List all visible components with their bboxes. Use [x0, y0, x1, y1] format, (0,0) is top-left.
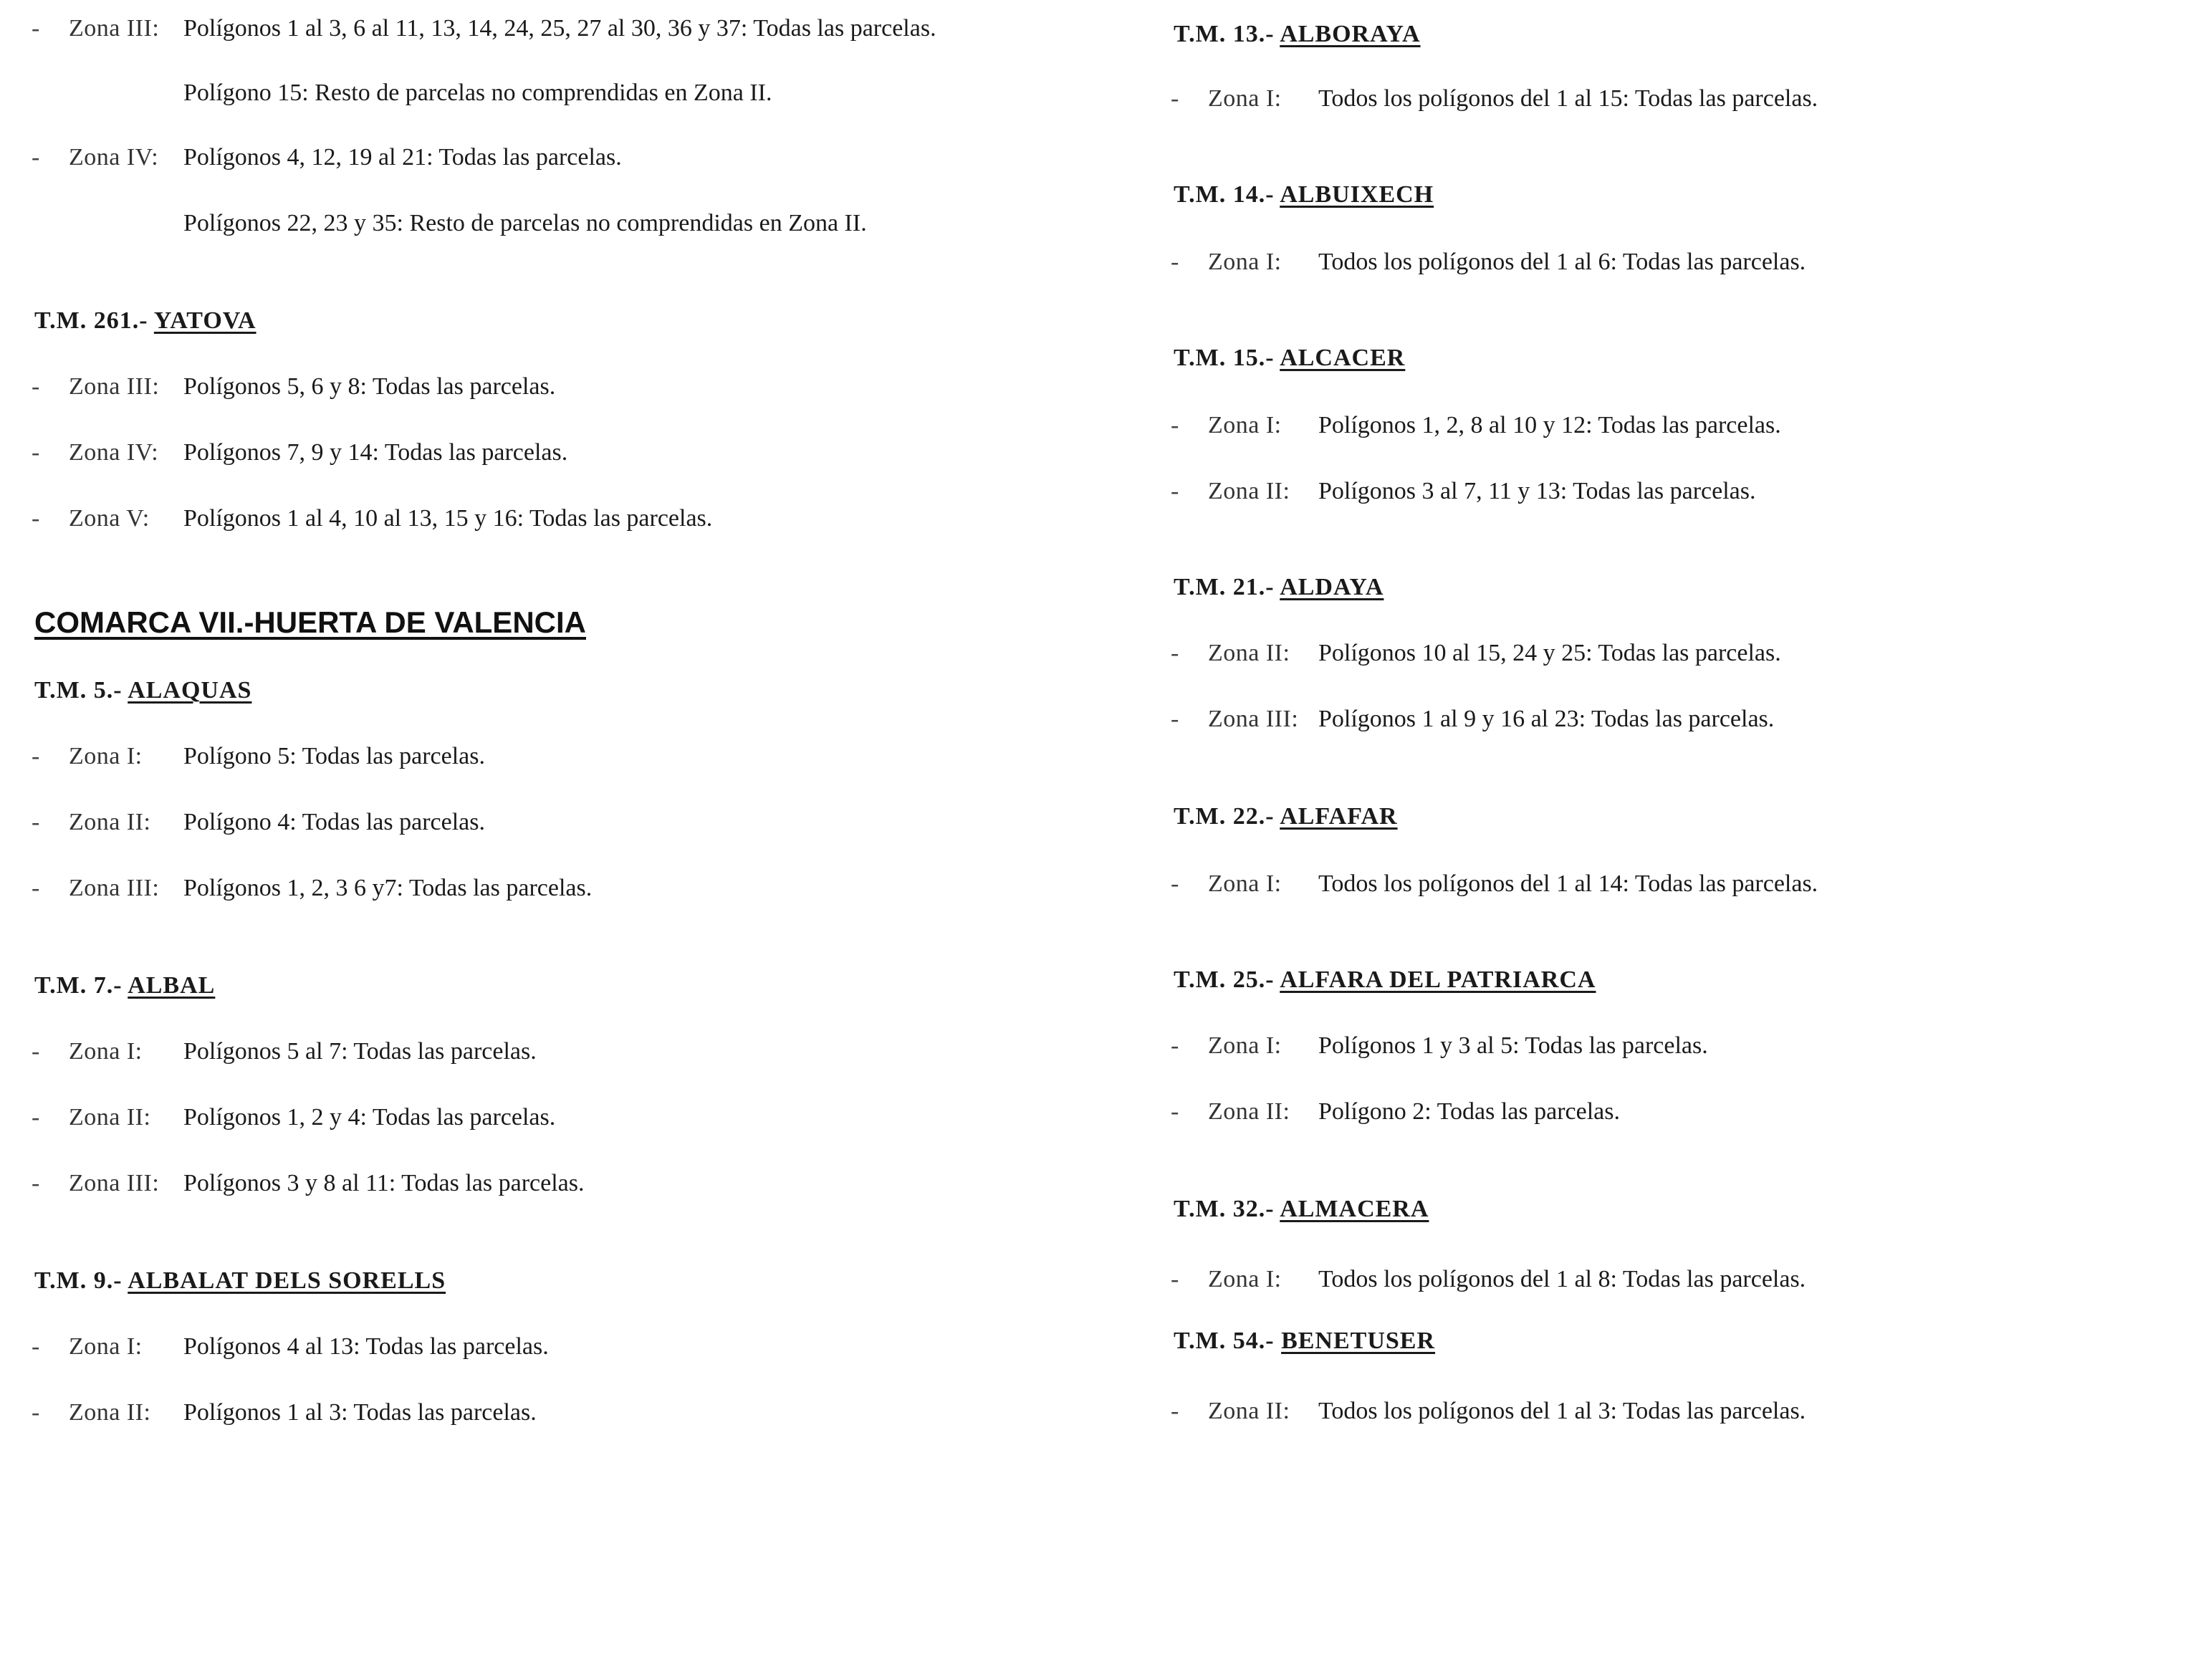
list-dash: -: [1171, 85, 1179, 112]
list-dash: -: [1171, 412, 1179, 438]
municipality-name: ALAQUAS: [128, 677, 252, 704]
municipality-code: T.M. 14.-: [1174, 181, 1275, 208]
zone-description: Polígonos 5 al 7: Todas las parcelas.: [183, 1038, 537, 1065]
zone-description: Polígonos 5, 6 y 8: Todas las parcelas.: [183, 373, 556, 400]
municipality-code: T.M. 7.-: [34, 972, 123, 999]
zone-label: Zona I:: [69, 1333, 143, 1360]
zone-label: Zona III:: [69, 15, 160, 42]
zone-description: Polígonos 1, 2, 8 al 10 y 12: Todas las parcelas.: [1318, 412, 1781, 438]
municipality-heading: [1174, 966, 1596, 994]
list-dash: -: [32, 505, 40, 532]
zone-label: Zona II:: [69, 1399, 151, 1426]
municipality-heading: [1174, 802, 1398, 831]
list-dash: -: [1171, 1398, 1179, 1424]
list-dash: -: [1171, 1032, 1179, 1059]
zone-label: Zona II:: [1208, 1398, 1290, 1424]
municipality-name: ALFARA DEL PATRIARCA: [1280, 966, 1596, 993]
list-dash: -: [32, 373, 40, 400]
list-dash: -: [32, 1038, 40, 1065]
municipality-code: T.M. 261.-: [34, 307, 148, 334]
municipality-code: T.M. 21.-: [1174, 574, 1275, 600]
list-dash: -: [32, 1399, 40, 1426]
zone-description: Polígonos 3 al 7, 11 y 13: Todas las parcelas.: [1318, 478, 1756, 504]
list-dash: -: [32, 1104, 40, 1131]
municipality-code: T.M. 25.-: [1174, 966, 1275, 993]
municipality-code: T.M. 9.-: [34, 1267, 123, 1294]
zone-description: Todos los polígonos del 1 al 6: Todas las parcelas.: [1318, 249, 1806, 275]
municipality-heading: [1174, 1195, 1429, 1224]
municipality-name: ALFAFAR: [1280, 803, 1398, 830]
zone-description: Polígonos 10 al 15, 24 y 25: Todas las parcelas.: [1318, 640, 1781, 666]
zone-label: Zona I:: [1208, 1032, 1282, 1059]
municipality-name: YATOVA: [153, 307, 256, 334]
municipality-name: BENETUSER: [1281, 1328, 1436, 1354]
zone-description: Polígonos 7, 9 y 14: Todas las parcelas.: [183, 439, 568, 466]
list-dash: -: [32, 809, 40, 835]
municipality-heading: [34, 676, 251, 705]
zone-description: Todos los polígonos del 1 al 3: Todas las parcelas.: [1318, 1398, 1806, 1424]
municipality-name: ALBUIXECH: [1280, 181, 1434, 208]
list-dash: -: [1171, 1266, 1179, 1292]
list-dash: -: [32, 743, 40, 769]
zone-description: Polígonos 4, 12, 19 al 21: Todas las parcelas.: [183, 144, 622, 171]
list-dash: -: [1171, 1098, 1179, 1125]
zone-label: Zona II:: [69, 809, 151, 835]
list-dash: -: [1171, 249, 1179, 275]
zone-label: Zona I:: [69, 1038, 143, 1065]
list-dash: -: [1171, 478, 1179, 504]
municipality-heading: [1174, 344, 1405, 373]
zone-label: Zona I:: [1208, 412, 1282, 438]
municipality-code: T.M. 22.-: [1174, 803, 1275, 830]
municipality-name: ALMACERA: [1280, 1196, 1429, 1222]
municipality-heading: [34, 307, 256, 335]
municipality-heading: [1174, 181, 1434, 209]
municipality-code: T.M. 13.-: [1174, 21, 1275, 47]
zone-description: Polígonos 1 al 3: Todas las parcelas.: [183, 1399, 537, 1426]
zone-label: Zona I:: [1208, 85, 1282, 112]
zone-description: Polígonos 1 al 3, 6 al 11, 13, 14, 24, 25, 27 al 30, 36 y 37: Todas las parcelas.: [183, 15, 936, 42]
zone-description: Polígono 2: Todas las parcelas.: [1318, 1098, 1620, 1125]
zone-label: Zona I:: [69, 743, 143, 769]
zone-label: Zona II:: [69, 1104, 151, 1131]
municipality-name: ALBORAYA: [1280, 21, 1421, 47]
list-dash: -: [32, 1333, 40, 1360]
zone-label: Zona I:: [1208, 249, 1282, 275]
municipality-code: T.M. 5.-: [34, 677, 123, 704]
zone-description: Polígono 4: Todas las parcelas.: [183, 809, 485, 835]
zone-description: Polígonos 1, 2, 3 6 y7: Todas las parcelas.: [183, 875, 593, 901]
zone-description: Polígonos 1 y 3 al 5: Todas las parcelas.: [1318, 1032, 1708, 1059]
zone-label: Zona II:: [1208, 640, 1290, 666]
list-dash: -: [32, 15, 40, 42]
zone-description: Polígonos 1 al 9 y 16 al 23: Todas las parcelas.: [1318, 706, 1775, 732]
zone-description: Todos los polígonos del 1 al 8: Todas las parcelas.: [1318, 1266, 1806, 1292]
municipality-code: T.M. 15.-: [1174, 345, 1275, 371]
zone-continuation: Polígonos 22, 23 y 35: Resto de parcelas no comprendidas en Zona II.: [183, 210, 867, 236]
municipality-heading: [1174, 1327, 1435, 1355]
zone-label: Zona IV:: [69, 439, 159, 466]
list-dash: -: [32, 1170, 40, 1196]
zone-label: Zona I:: [1208, 870, 1282, 897]
municipality-name: ALBAL: [128, 972, 216, 999]
municipality-heading: [1174, 20, 1421, 49]
zone-label: Zona I:: [1208, 1266, 1282, 1292]
municipality-name: ALCACER: [1280, 345, 1406, 371]
zone-label: Zona IV:: [69, 144, 159, 171]
municipality-heading: [1174, 573, 1384, 602]
municipality-heading: [34, 971, 215, 1000]
zone-label: Zona III:: [1208, 706, 1299, 732]
list-dash: -: [1171, 706, 1179, 732]
municipality-name: ALBALAT DELS SORELLS: [128, 1267, 446, 1294]
list-dash: -: [32, 144, 40, 171]
zone-label: Zona V:: [69, 505, 150, 532]
list-dash: -: [32, 439, 40, 466]
zone-description: Polígono 5: Todas las parcelas.: [183, 743, 485, 769]
zone-label: Zona II:: [1208, 478, 1290, 504]
list-dash: -: [1171, 870, 1179, 897]
zone-description: Polígonos 4 al 13: Todas las parcelas.: [183, 1333, 549, 1360]
zone-description: Todos los polígonos del 1 al 15: Todas las parcelas.: [1318, 85, 1818, 112]
zone-description: Polígonos 3 y 8 al 11: Todas las parcelas.: [183, 1170, 585, 1196]
zone-label: Zona II:: [1208, 1098, 1290, 1125]
zone-description: Polígonos 1, 2 y 4: Todas las parcelas.: [183, 1104, 556, 1131]
comarca-heading: COMARCA VII.-HUERTA DE VALENCIA: [34, 605, 586, 639]
zone-label: Zona III:: [69, 875, 160, 901]
zone-continuation: Polígono 15: Resto de parcelas no comprendidas en Zona II.: [183, 80, 772, 106]
list-dash: -: [32, 875, 40, 901]
zone-description: Polígonos 1 al 4, 10 al 13, 15 y 16: Todas las parcelas.: [183, 505, 713, 532]
municipality-heading: [34, 1267, 446, 1295]
zone-label: Zona III:: [69, 373, 160, 400]
zone-label: Zona III:: [69, 1170, 160, 1196]
list-dash: -: [1171, 640, 1179, 666]
zone-description: Todos los polígonos del 1 al 14: Todas las parcelas.: [1318, 870, 1818, 897]
municipality-code: T.M. 54.-: [1174, 1328, 1275, 1354]
municipality-name: ALDAYA: [1280, 574, 1384, 600]
municipality-code: T.M. 32.-: [1174, 1196, 1275, 1222]
